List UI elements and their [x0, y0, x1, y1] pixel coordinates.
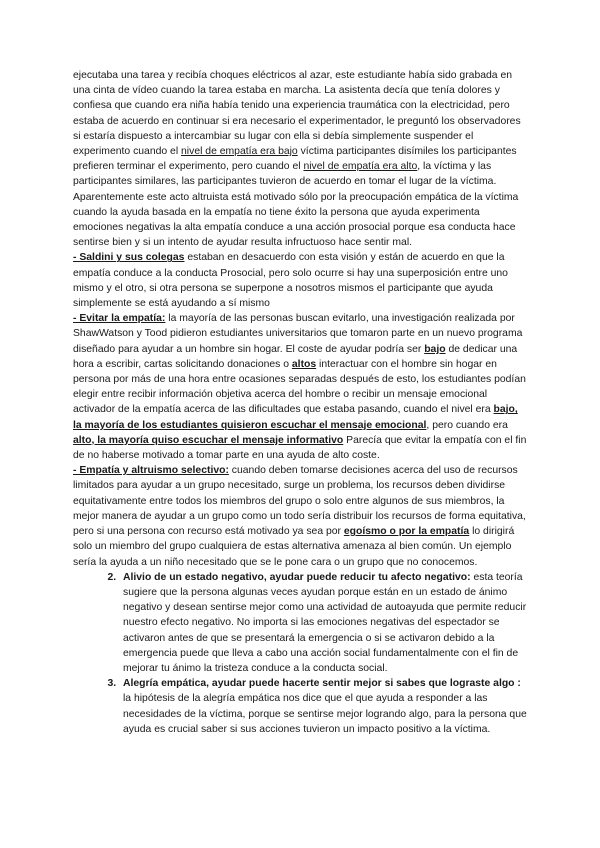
text-run: de dedicar una hora a escribir, cartas solicitando donaciones o	[73, 343, 518, 370]
text-run: , pero cuando era	[426, 419, 508, 431]
egoismo-empatia-bold: egoísmo o por la empatía	[343, 526, 470, 538]
bajo-bold: bajo	[424, 343, 446, 355]
text-run: interactuar con el hombre sin hogar en persona por más de una hora entre ocasiones separadas después de esto, los estudiantes podían elegir entre recibir información objetiva acerca del hombre o recibir un mensaje emocional activador de la empatía acerca de las dificultades que estaba pasando, cuando el nivel era	[73, 358, 526, 416]
list-item	[119, 676, 527, 737]
altruismo-selectivo-paragraph	[73, 463, 527, 569]
text-run: estaban en desacuerdo con esta visión y están de acuerdo en que la empatía conduce a la conducta Prosocial, pero solo ocurre si hay una superposición entre uno mismo y el otro, si otra persona se superpone a nosotros mismos el participante que ayuda simplemente se está ayudando a sí mismo	[73, 252, 508, 310]
low-empathy-underline: nivel de empatía era bajo	[181, 146, 298, 158]
evitar-empatia-paragraph	[73, 311, 527, 463]
text-run: , la víctima y las participantes similares, las participantes tuvieron de acuerdo en tomar el lugar de la víctima. Aparentemente este acto altruista está motivado sólo por la preocupación empática de la víctima cuando la ayuda basada en la empatía no tiene éxito la persona que ayuda experimenta emociones negativas la alta empatía conduce a una acción prosocial porque esa conducta hace sentirse bien y si un intento de ayudar resulta infructuoso hace sentir mal.	[73, 161, 519, 249]
list-item-text: la hipótesis de la alegría empática nos dice que el que ayuda a responder a las necesidades de la víctima, porque se sentirse mejor logrando algo, para la persona que ayuda es crucial saber si sus acciones tuvieron un impacto positivo a la víctima.	[123, 693, 527, 735]
text-run: lo dirigirá solo un miembro del grupo cualquiera de estas alternativa amenaza al bien común. Un ejemplo sería la ayuda a un niño necesitado que se le pone cara o un grupo que no conocemos.	[73, 526, 515, 568]
theories-list	[73, 570, 527, 737]
text-run: Parecía que evitar la empatía con el fin de no haberse motivado a tomar parte en una ayuda de alto coste.	[73, 434, 527, 462]
list-item-text: esta teoría sugiere que la persona algunas veces ayudan porque están en un estado de ánimo negativo y desean sentirse mejor como una actividad de autoayuda que permite reducir nuestro efecto negativo. No importa si las emociones negativas del espectador se activaron antes de que se presentará la emergencia o si se activaron debido a la emergencia puede que lleva a cabo una acción social fundamentalmente con el fin de mejorar tu ánimo la tristeza conduce a la conducta social.	[123, 571, 527, 674]
intro-paragraph	[73, 68, 527, 250]
saldini-heading: - Saldini y sus colegas	[73, 252, 185, 264]
text-run: la mayoría de las personas buscan evitarlo, una investigación realizada por ShawWatson y Tood pidieron estudiantes universitarios que tomaron parte en un nuevo programa diseñado para ayudar a un hombre sin hogar. El coste de ayudar podría ser	[73, 313, 523, 355]
evitar-empatia-heading: - Evitar la empatía:	[73, 313, 166, 325]
high-empathy-underline: nivel de empatía era alto	[303, 161, 418, 173]
text-run: cuando deben tomarse decisiones acerca del uso de recursos limitados para ayudar a un grupo necesitado, surge un problema, los recursos deben dividirse equitativamente entre todos los miembros del grupo o solo entre algunos de sus miembros, la mejor manera de ayudar a un grupo como un todo sería distribuir los recursos de forma equitativa, pero si una persona con recurso está motivado ya sea por	[73, 465, 526, 538]
text-run: ejecutaba una tarea y recibía choques eléctricos al azar, este estudiante había sido grabada en una cinta de vídeo cuando la tarea estaba en marcha. La asistenta decía que tenía dolores y confiesa que cuando era niña había tenido una experiencia traumática con la electricidad, pero estaba de acuerdo en continuar si era necesario el experimentador, le preguntó los observadores si estaría dispuesto a intercambiar su lugar con ella si debía simplemente suspender el experimento cuando el	[73, 70, 521, 158]
altos-bold: altos	[291, 358, 317, 370]
text-run: víctima participantes disímiles los participantes prefieren terminar el experimento, pero cuando el	[73, 146, 517, 173]
list-item	[119, 570, 527, 676]
saldini-paragraph	[73, 250, 527, 311]
alto-informativo-bold: alto, la mayoría quiso escuchar el mensaje informativo	[73, 434, 344, 446]
list-item-title: Alivio de un estado negativo, ayudar puede reducir tu afecto negativo:	[123, 571, 471, 583]
list-item-title: Alegría empática, ayudar puede hacerte sentir mejor si sabes que lograste algo :	[123, 678, 521, 690]
altruismo-selectivo-heading: - Empatía y altruismo selectivo:	[73, 465, 229, 477]
bajo-emocional-bold: bajo, la mayoría de los estudiantes quisieron escuchar el mensaje emocional	[73, 404, 518, 431]
